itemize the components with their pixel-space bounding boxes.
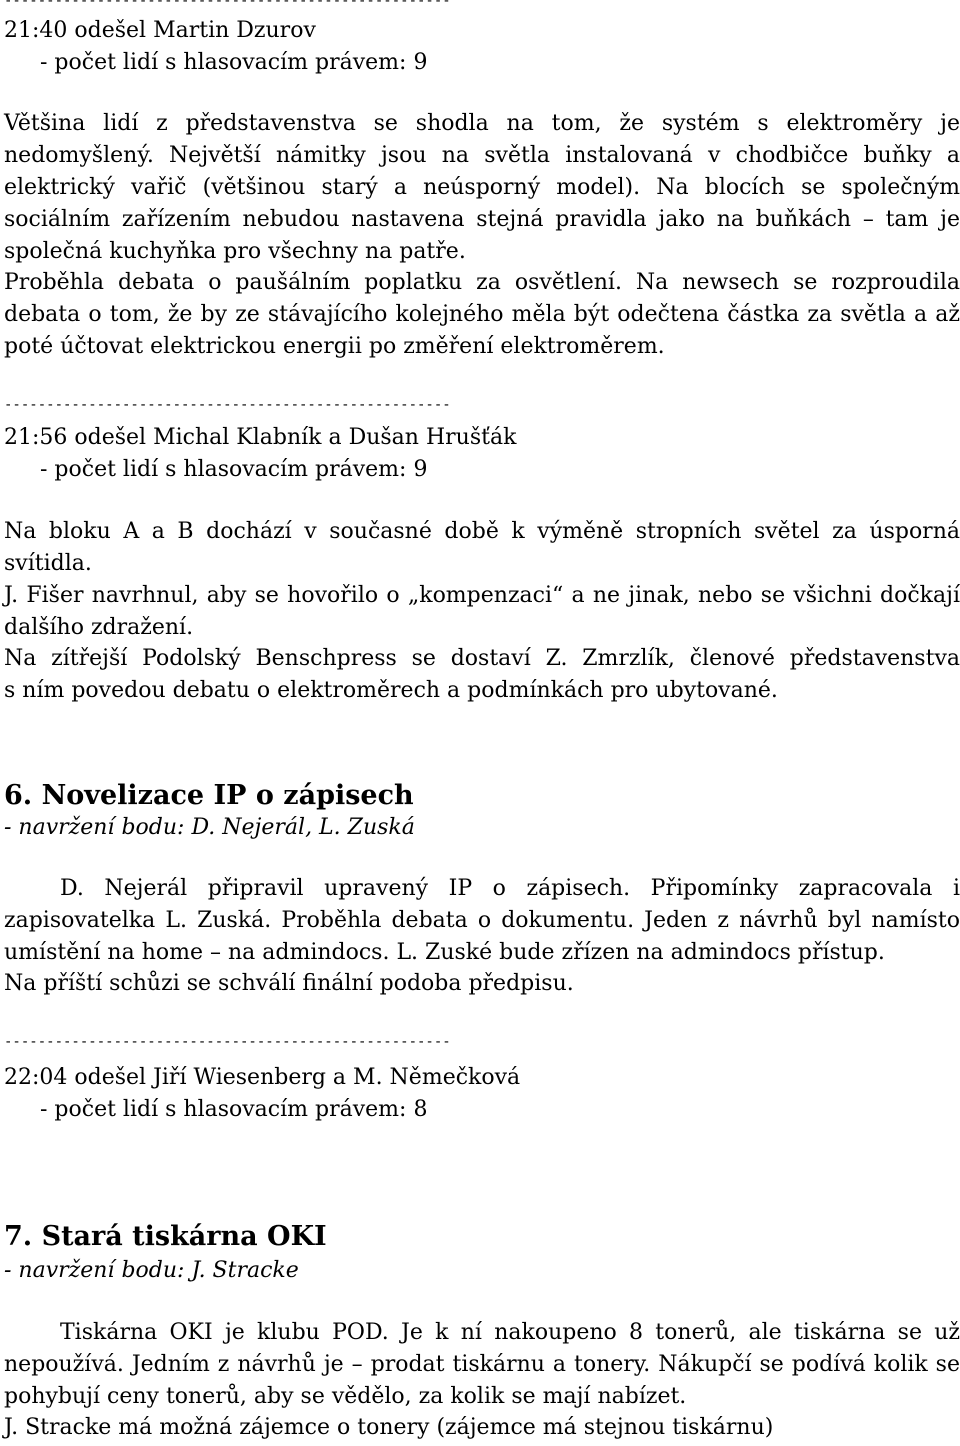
paragraph-line: Tiskárna OKI je klubu POD. Je k ní nakoupeno 8 tonerů, ale tiskárna se už <box>60 1320 960 1345</box>
paragraph-line: s ním povedou debatu o elektroměrech a podmínkách pro ubytované. <box>4 678 778 703</box>
paragraph-line: dalšího zdražení. <box>4 615 194 640</box>
paragraph-line: Na zítřejší Podolský Benschpress se dostaví Z. Zmrzlík, členové představenstva <box>4 646 960 671</box>
paragraph-line: Většina lidí z představenstva se shodla na tom, že systém s elektroměry je <box>4 111 960 136</box>
paragraph-line: nepoužívá. Jedním z návrhů je – prodat tiskárnu a tonery. Nákupčí se podívá kolik se <box>4 1352 960 1377</box>
paragraph-line: poté účtovat elektrickou energii po změření elektroměrem. <box>4 334 665 359</box>
voting-count: - počet lidí s hlasovacím právem: 8 <box>40 1097 428 1122</box>
paragraph-line: svítidla. <box>4 551 92 576</box>
paragraph-line: společná kuchyňka pro všechny na patře. <box>4 239 466 264</box>
paragraph-line: umístění na home – na admindocs. L. Zuské bude zřízen na admindocs přístup. <box>4 940 885 965</box>
paragraph-line: sociálním zařízením nebudou nastavena stejná pravidla jako na buňkách – tam je <box>4 207 960 232</box>
paragraph-line: J. Stracke má možná zájemce o tonery (zájemce má stejnou tiskárnu) <box>4 1415 774 1440</box>
paragraph-line: elektrický vařič (většinou starý a neúsporný model). Na blocích se společným <box>4 175 960 200</box>
separator-line: ----------------------------------------------------- <box>4 1034 451 1050</box>
section-heading: 6. Novelizace IP o zápisech <box>4 780 414 811</box>
paragraph-line: D. Nejerál připravil upravený IP o zápisech. Připomínky zapracovala i <box>60 876 960 901</box>
paragraph-line: Na příští schůzi se schválí finální podoba předpisu. <box>4 971 574 996</box>
proposal-note: - navržení bodu: D. Nejerál, L. Zuská <box>4 815 415 840</box>
voting-count: - počet lidí s hlasovacím právem: 9 <box>40 50 428 75</box>
voting-count: - počet lidí s hlasovacím právem: 9 <box>40 457 428 482</box>
paragraph-line: J. Fišer navrhnul, aby se hovořilo o „kompenzaci“ a ne jinak, nebo se všichni dočkají <box>4 583 960 608</box>
paragraph-line: pohybují ceny tonerů, aby se vědělo, za kolik se mají nabízet. <box>4 1384 687 1409</box>
paragraph-line: nedomyšlený. Největší námitky jsou na světla instalovaná v chodbičce buňky a <box>4 143 960 168</box>
departure-note: 22:04 odešel Jiří Wiesenberg a M. Němečková <box>4 1065 521 1090</box>
paragraph-line: Na bloku A a B dochází v současné době k výměně stropních světel za úsporná <box>4 519 960 544</box>
section-heading: 7. Stará tiskárna OKI <box>4 1221 327 1252</box>
proposal-note: - navržení bodu: J. Stracke <box>4 1258 299 1283</box>
paragraph-line: debata o tom, že by ze stávajícího kolejného měla být odečtena částka za světla a až <box>4 302 960 327</box>
departure-note: 21:40 odešel Martin Dzurov <box>4 18 316 43</box>
paragraph-line: zapisovatelka L. Zuská. Proběhla debata o dokumentu. Jeden z návrhů byl namísto <box>4 908 960 933</box>
separator-line: ----------------------------------------------------- <box>4 397 451 413</box>
departure-note: 21:56 odešel Michal Klabník a Dušan Hrušťák <box>4 425 517 450</box>
paragraph-line: Proběhla debata o paušálním poplatku za osvětlení. Na newsech se rozproudila <box>4 270 960 295</box>
separator-line: ----------------------------------------------------- <box>4 0 451 9</box>
